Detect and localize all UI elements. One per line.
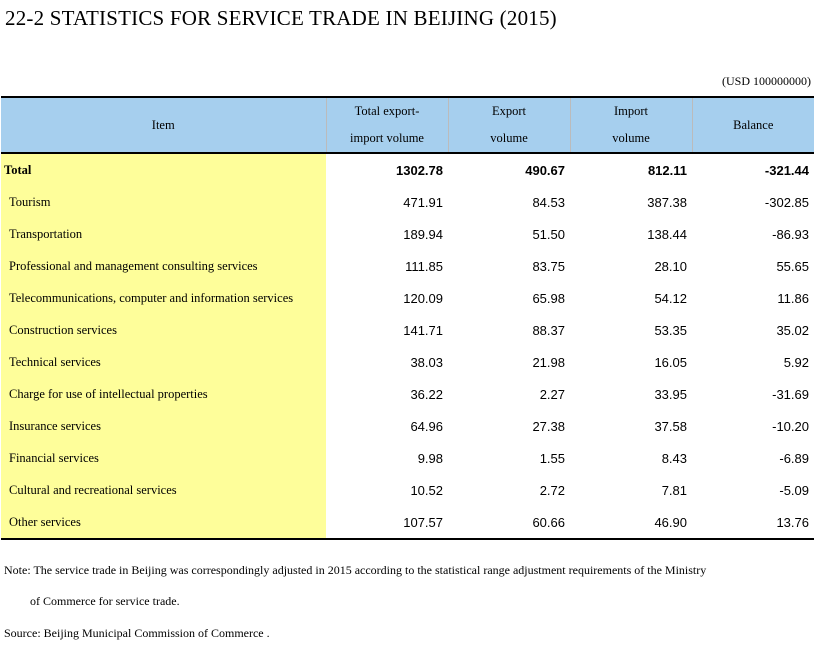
row-item: Total: [1, 153, 326, 186]
row-import: 387.38: [647, 194, 687, 210]
row-import: 33.95: [654, 386, 687, 402]
row-export: 84.53: [532, 194, 565, 210]
row-import: 812.11: [647, 162, 687, 178]
column-header-total-line1: Total export-: [354, 104, 420, 118]
column-header-export-line2: volume: [490, 131, 528, 145]
row-import: 8.43: [661, 450, 687, 466]
table-row-total: [1, 153, 814, 186]
row-total: 111.85: [405, 258, 443, 274]
table-row: [1, 442, 814, 474]
note-text-continued: of Commerce for service trade.: [30, 594, 180, 608]
page-title: 22-2 STATISTICS FOR SERVICE TRADE IN BEIJING (2015): [5, 6, 557, 30]
row-item: Charge for use of intellectual properties: [1, 378, 326, 410]
row-export: 51.50: [532, 226, 565, 242]
row-item: Telecommunications, computer and information services: [1, 282, 326, 314]
row-export: 27.38: [532, 418, 565, 434]
table-row: [1, 218, 814, 250]
row-balance: -86.93: [772, 226, 809, 242]
row-export: 88.37: [532, 322, 565, 338]
row-export: 21.98: [532, 354, 565, 370]
note-text: Note: The service trade in Beijing was correspondingly adjusted in 2015 according to the statistical range adjustment requirements of the Ministry: [4, 563, 707, 577]
column-header-export-line1: Export: [491, 104, 527, 118]
column-header-total: [326, 97, 448, 153]
column-header-export: [448, 97, 570, 153]
column-header-import-line2: volume: [612, 131, 650, 145]
unit-label: (USD 100000000): [722, 74, 811, 88]
row-import: 28.10: [654, 258, 687, 274]
row-total: 107.57: [326, 506, 448, 539]
table-row: [1, 378, 814, 410]
row-balance: 55.65: [776, 258, 809, 274]
row-item: Other services: [1, 506, 326, 539]
table-row: [1, 506, 814, 539]
row-import: 37.58: [654, 418, 687, 434]
row-total: 10.52: [410, 482, 443, 498]
table-row: [1, 410, 814, 442]
table-row: [1, 282, 814, 314]
row-total: 1302.78: [396, 162, 443, 178]
row-total: 141.71: [403, 322, 443, 338]
row-export: 490.67: [525, 162, 565, 178]
row-balance: 5.92: [783, 354, 809, 370]
row-export: 60.66: [448, 506, 570, 539]
row-export: 1.55: [539, 450, 565, 466]
row-balance: -321.44: [764, 162, 809, 178]
row-import: 7.81: [661, 482, 687, 498]
row-item: Insurance services: [1, 410, 326, 442]
row-import: 46.90: [570, 506, 692, 539]
row-item: Technical services: [1, 346, 326, 378]
column-header-total-line2: import volume: [350, 131, 424, 145]
row-export: 65.98: [532, 290, 565, 306]
row-balance: -31.69: [772, 386, 809, 402]
table-row: [1, 474, 814, 506]
row-balance: -10.20: [772, 418, 809, 434]
row-total: 64.96: [410, 418, 443, 434]
row-export: 2.72: [539, 482, 565, 498]
row-total: 38.03: [410, 354, 443, 370]
row-total: 36.22: [410, 386, 443, 402]
column-header-item: Item: [1, 97, 326, 153]
row-import: 54.12: [654, 290, 687, 306]
row-total: 9.98: [417, 450, 443, 466]
table-row: [1, 346, 814, 378]
row-total: 471.91: [403, 194, 443, 210]
column-header-import-line1: Import: [613, 104, 649, 118]
table-row: [1, 314, 814, 346]
row-item: Transportation: [1, 218, 326, 250]
row-import: 138.44: [647, 226, 687, 242]
row-item: Construction services: [1, 314, 326, 346]
table-header-row: [1, 97, 814, 153]
source-text: Source: Beijing Municipal Commission of Commerce .: [4, 626, 270, 640]
table-row: [1, 250, 814, 282]
row-item: Financial services: [1, 442, 326, 474]
row-balance: -6.89: [779, 450, 809, 466]
row-total: 189.94: [403, 226, 443, 242]
row-balance: -5.09: [779, 482, 809, 498]
column-header-import: [570, 97, 692, 153]
row-balance: 11.86: [777, 290, 809, 306]
row-export: 2.27: [539, 386, 565, 402]
statistics-table: [1, 96, 814, 540]
row-item: Professional and management consulting services: [1, 250, 326, 282]
row-balance: -302.85: [764, 194, 809, 210]
row-export: 83.75: [532, 258, 565, 274]
table-row: [1, 186, 814, 218]
row-balance: 13.76: [692, 506, 814, 539]
row-item: Tourism: [1, 186, 326, 218]
column-header-balance: Balance: [692, 97, 814, 153]
row-total: 120.09: [403, 290, 443, 306]
row-import: 53.35: [654, 322, 687, 338]
row-import: 16.05: [654, 354, 687, 370]
row-balance: 35.02: [776, 322, 809, 338]
row-item: Cultural and recreational services: [1, 474, 326, 506]
